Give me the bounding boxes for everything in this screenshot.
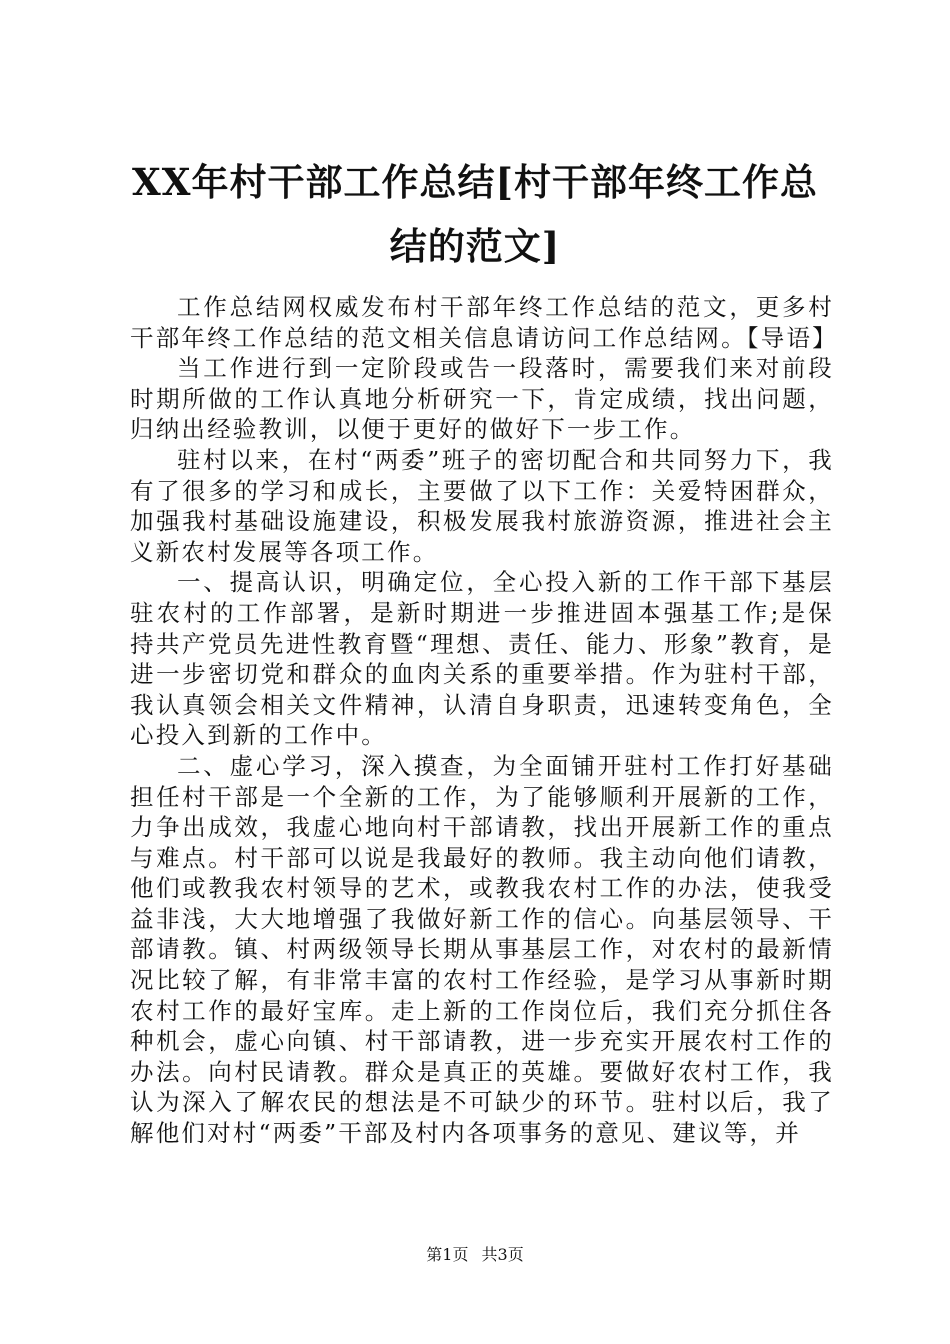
paragraph-overview: 驻村以来，在村“两委”班子的密切配合和共同努力下，我有了很多的学习和成长，主要做了以下工作：关爱特困群众，加强我村基础设施建设，积极发展我村旅游资源，推进社会主义新农村发展等各项工作。	[130, 445, 834, 566]
document-title: XX年村干部工作总结[村干部年终工作总结的范文]	[132, 160, 818, 268]
paragraph-section-two: 二、虚心学习，深入摸查，为全面铺开驻村工作打好基础担任村干部是一个全新的工作，为了能够顺利开展新的工作，力争出成效，我虚心地向村干部请教，找出开展新工作的重点与难点。村干部可以说是我最好的教师。我主动向他们请教，他们或教我农村领导的艺术，或教我农村工作的办法，使我受益非浅，大大地增强了我做好新工作的信心。向基层领导、干部请教。镇、村两级领导长期从事基层工作，对农村的最新情况比较了解，有非常丰富的农村工作经验，是学习从事新时期农村工作的最好宝库。走上新的工作岗位后，我们充分抓住各种机会，虚心向镇、村干部请教，进一步充实开展农村工作的办法。向村民请教。群众是真正的英雄。要做好农村工作，我认为深入了解农民的想法是不可缺少的环节。驻村以后，我了解他们对村“两委”干部及村内各项事务的意见、建议等，并	[130, 751, 834, 1148]
page-footer	[0, 1244, 950, 1266]
paragraph-intro: 工作总结网权威发布村干部年终工作总结的范文，更多村干部年终工作总结的范文相关信息请访问工作总结网。【导语】	[130, 293, 838, 352]
paragraph-preface: 当工作进行到一定阶段或告一段落时，需要我们来对前段时期所做的工作认真地分析研究一下，肯定成绩，找出问题，归纳出经验教训，以便于更好的做好下一步工作。	[130, 354, 834, 444]
document-body	[130, 292, 838, 1149]
paragraph-section-one: 一、提高认识，明确定位，全心投入新的工作干部下基层驻农村的工作部署，是新时期进一步推进固本强基工作;是保持共产党员先进性教育暨“理想、责任、能力、形象”教育，是进一步密切党和群众的血肉关系的重要举措。作为驻村干部，我认真领会相关文件精神，认清自身职责，迅速转变角色，全心投入到新的工作中。	[130, 568, 834, 750]
page-number: 第1页	[426, 1245, 469, 1264]
page-total: 共3页	[481, 1245, 524, 1264]
